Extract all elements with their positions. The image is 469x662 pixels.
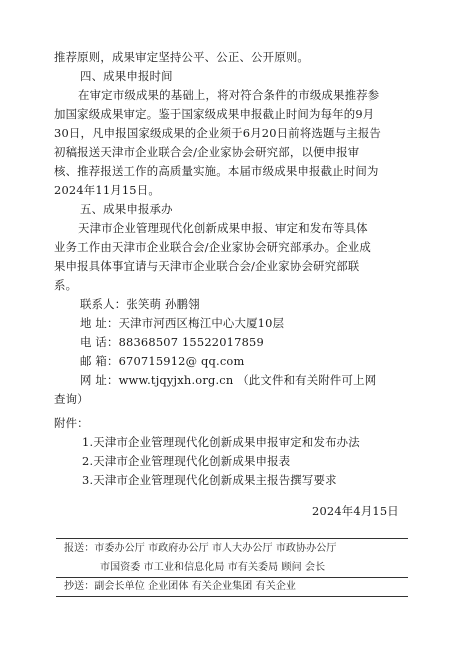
contact-address: 地 址：天津市河西区梅江中心大厦10层 — [80, 316, 285, 330]
section5-line: 果申报具体事宜请与天津市企业联合会/企业家协会研究部联 — [54, 259, 360, 273]
intro-tail-text: 推荐原则，成果审定坚持公平、公正、公开原则。 — [54, 50, 309, 64]
contact-email: 邮 箱：670715912@ qq.com — [80, 354, 245, 368]
section5-heading: 五、成果申报承办 — [80, 202, 173, 216]
section5-line: 系。 — [54, 278, 78, 292]
contact-phone: 电 话：88368507 15522017859 — [80, 335, 264, 349]
copy-to-line: 抄送：副会长单位 企业团体 有关企业集团 有关企业 — [64, 581, 297, 592]
section4-line: 初稿报送天津市企业联合会/企业家协会研究部，以便申报审 — [54, 145, 360, 159]
attachment-item: 2.天津市企业管理现代化创新成果申报表 — [82, 454, 291, 468]
attachment-item: 1.天津市企业管理现代化创新成果申报审定和发布办法 — [82, 435, 360, 449]
section5-line: 天津市企业管理现代化创新成果申报、审定和发布等具体 — [78, 221, 368, 235]
report-to-line-cont: 市国资委 市工业和信息化局 市有关委局 顾问 会长 — [100, 562, 326, 573]
contact-person: 联系人：张笑萌 孙鹏翎 — [80, 297, 200, 311]
section4-line: 2024年11月15日。 — [54, 183, 160, 197]
divider-middle — [56, 577, 408, 578]
contact-website: 网 址：www.tjqyjxh.org.cn （此文件和有关附件可上网 — [80, 373, 377, 387]
contact-website-cont: 查询） — [54, 392, 89, 406]
divider-bottom — [56, 596, 408, 597]
section4-line: 加国家级成果审定。鉴于国家级成果申报截止时间为每年的9月 — [54, 107, 375, 121]
section4-heading: 四、成果申报时间 — [80, 69, 173, 83]
report-to-line: 报送：市委办公厅 市政府办公厅 市人大办公厅 市政协办公厅 — [64, 543, 337, 554]
document-date: 2024年4月15日 — [312, 504, 399, 518]
attachment-item: 3.天津市企业管理现代化创新成果主报告撰写要求 — [82, 473, 337, 487]
section5-line: 业务工作由天津市企业联合会/企业家协会研究部承办。企业成 — [54, 240, 371, 254]
divider-top — [56, 538, 408, 539]
section4-line: 核、推荐报送工作的高质量实施。本届市级成果申报截止时间为 — [54, 164, 379, 178]
attachments-label: 附件： — [54, 416, 89, 430]
section4-line: 在审定市级成果的基础上，将对符合条件的市级成果推荐参 — [78, 88, 380, 102]
section4-line: 30日，凡申报国家级成果的企业须于6月20日前将选题与主报告 — [54, 126, 382, 140]
